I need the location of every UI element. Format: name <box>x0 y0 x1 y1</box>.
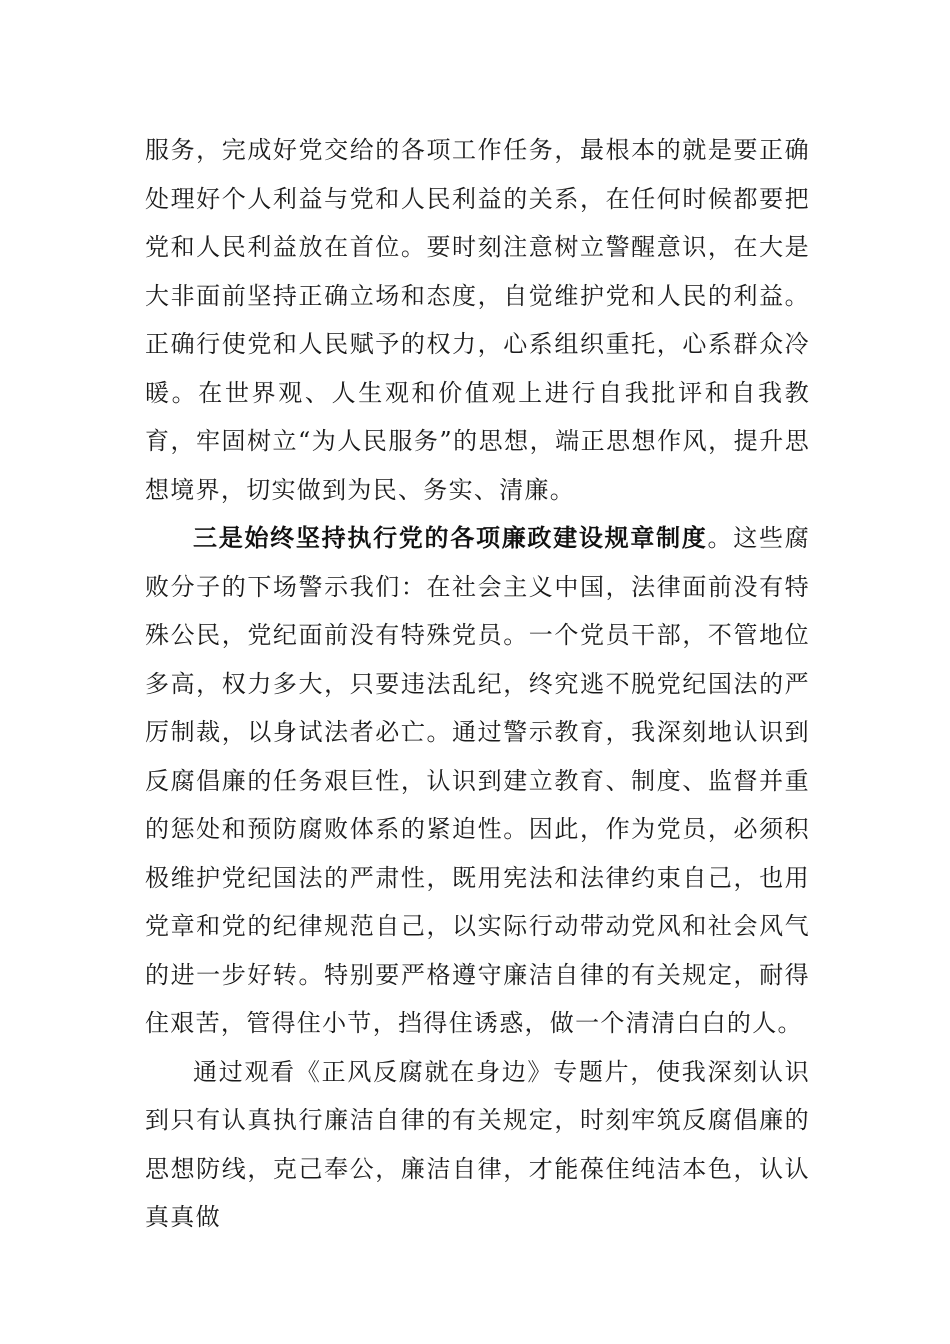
paragraph-conclusion: 通过观看《正风反腐就在身边》专题片，使我深刻认识到只有认真执行廉洁自律的有关规定，时刻牢筑反腐倡廉的思想防线，克己奉公，廉洁自律，才能葆住纯洁本色，认认真真做 <box>145 1057 810 1231</box>
document-body <box>145 126 810 1242</box>
paragraph-heading-bold: 三是始终坚持执行党的各项廉政建设规章制度 <box>193 524 708 552</box>
paragraph-continuation: 服务，完成好党交给的各项工作任务，最根本的就是要正确处理好个人利益与党和人民利益的关系，在任何时候都要把党和人民利益放在首位。要时刻注意树立警醒意识，在大是大非面前坚持正确立场和态度，自觉维护党和人民的利益。正确行使党和人民赋予的权力，心系组织重托，心系群众冷暖。在世界观、人生观和价值观上进行自我批评和自我教育，牢固树立“为人民服务”的思想，端正思想作风，提升思想境界，切实做到为民、务实、清廉。 <box>145 136 810 504</box>
paragraph-body-text: 。这些腐败分子的下场警示我们：在社会主义中国，法律面前没有特殊公民，党纪面前没有特殊党员。一个党员干部，不管地位多高，权力多大，只要违法乱纪，终究逃不脱党纪国法的严厉制裁，以身试法者必亡。通过警示教育，我深刻地认识到反腐倡廉的任务艰巨性，认识到建立教育、制度、监督并重的惩处和预防腐败体系的紧迫性。因此，作为党员，必须积极维护党纪国法的严肃性，既用宪法和法律约束自己，也用党章和党的纪律规范自己，以实际行动带动党风和社会风气的进一步好转。特别要严格遵守廉洁自律的有关规定，耐得住艰苦，管得住小节，挡得住诱惑，做一个清清白白的人。 <box>145 524 811 1037</box>
paragraph-discipline <box>145 514 810 1048</box>
